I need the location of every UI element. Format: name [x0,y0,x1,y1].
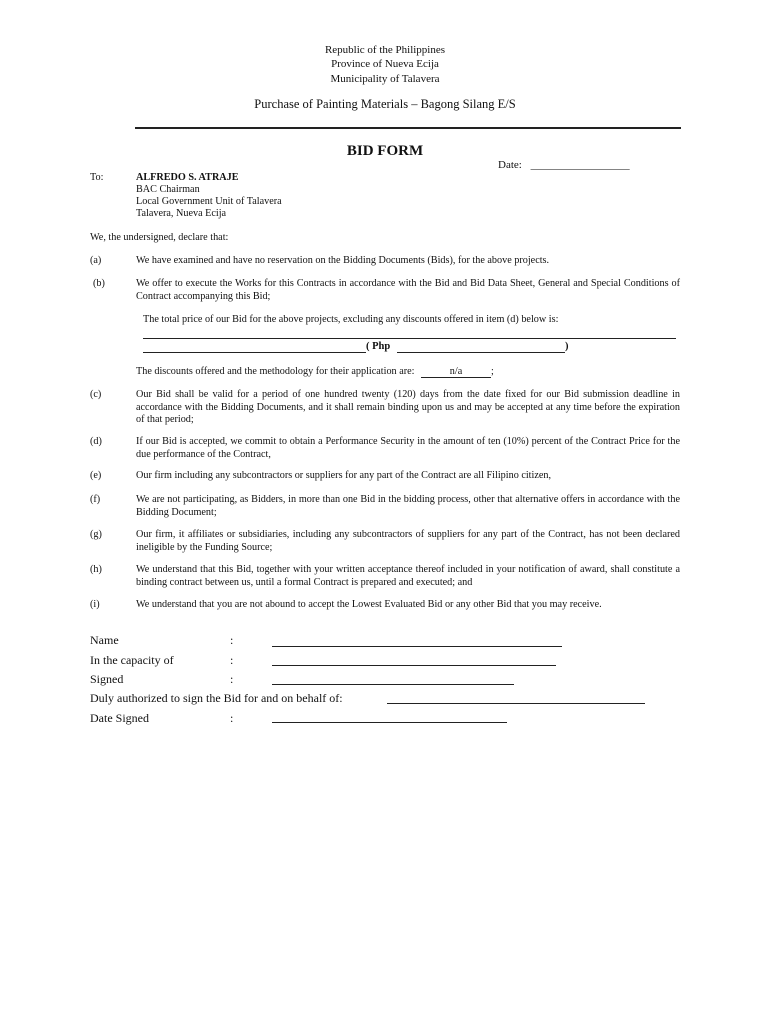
item-text: Our firm including any subcontractors or suppliers for any part of the Contract are all Filipino citizen, [136,470,552,481]
form-title: BID FORM [346,143,424,159]
date-blank: __________________ [530,159,630,171]
item-label: (f) [90,494,101,505]
name-colon: : [230,633,234,647]
date-label: Date: [498,159,522,171]
item-label: (g) [90,529,102,540]
item-label: (b) [93,278,105,289]
date-signed-colon: : [230,711,234,725]
addressee-office: Local Government Unit of Talavera [136,196,282,207]
item-label: (h) [90,564,102,575]
item-text: Our firm, it affiliates or subsidiaries, including any subcontractors of suppliers for any part of the Contract, has not been declared ineligible by the Funding Source; [136,529,680,553]
item-text: If our Bid is accepted, we commit to obtain a Performance Security in the amount of ten (10%) percent of the Contract Price for the due performance of the Contract, [136,436,680,460]
signed-label: Signed [90,672,124,686]
project-title: Purchase of Painting Materials – Bagong Silang E/S [254,97,516,111]
date-signed-field[interactable] [272,722,507,723]
addressee-address: Talavera, Nueva Ecija [136,208,227,219]
authorized-field[interactable] [387,703,645,704]
discounts-text: The discounts offered and the methodology for their application are: [136,366,415,377]
declaration-intro: We, the undersigned, declare that: [90,232,229,243]
name-field[interactable] [272,646,562,647]
item-text: We understand that you are not abound to accept the Lowest Evaluated Bid or any other Bid that you may receive. [136,599,602,610]
header-republic: Republic of the Philippines [324,44,446,56]
discounts-value[interactable]: n/a [421,366,491,378]
capacity-field[interactable] [272,665,556,666]
capacity-colon: : [230,653,234,667]
price-intro: The total price of our Bid for the above projects, excluding any discounts offered in item (d) below is: [143,314,559,325]
price-words-blank-2[interactable] [143,352,366,353]
addressee-name: ALFREDO S. ATRAJE [136,172,239,183]
php-label: ( Php [366,341,391,352]
authorized-label: Duly authorized to sign the Bid for and on behalf of: [90,691,343,705]
item-label: (e) [90,470,102,481]
name-label: Name [90,633,119,647]
capacity-label: In the capacity of [90,653,174,667]
date-field[interactable] [498,159,630,171]
php-close: ) [565,341,569,352]
item-text: We have examined and have no reservation on the Bidding Documents (Bids), for the above projects. [136,255,550,266]
header-divider [135,127,681,129]
item-label: (c) [90,389,102,400]
item-label: (a) [90,255,102,266]
to-label: To: [90,172,104,183]
date-signed-label: Date Signed [90,711,149,725]
item-text: We offer to execute the Works for this Contracts in accordance with the Bid and Bid Data Sheet, General and Special Conditions of Contract accompanying this Bid; [136,278,680,302]
header-province: Province of Nueva Ecija [331,58,439,70]
item-label: (d) [90,436,102,447]
signed-colon: : [230,672,234,686]
php-amount-blank[interactable] [397,352,565,353]
item-label: (i) [90,599,100,610]
item-text: Our Bid shall be valid for a period of one hundred twenty (120) days from the date fixed for our Bid submission deadline in accordance with the Bidding Documents, and it shall remain binding upon us and may be accepted at any time before the expiration of that period; [136,389,680,425]
item-text: We understand that this Bid, together with your written acceptance thereof included in your notification of award, shall constitute a binding contract between us, until a formal Contract is prepared and executed; and [136,564,680,588]
header-municipality: Municipality of Talavera [330,73,440,85]
discounts-line [136,366,494,378]
addressee-position: BAC Chairman [136,184,200,195]
discounts-end: ; [491,366,494,377]
signed-field[interactable] [272,684,514,685]
price-words-blank[interactable] [143,338,676,339]
item-text: We are not participating, as Bidders, in more than one Bid in the bidding process, other that alternative offers in accordance with the Bidding Document; [136,494,680,518]
